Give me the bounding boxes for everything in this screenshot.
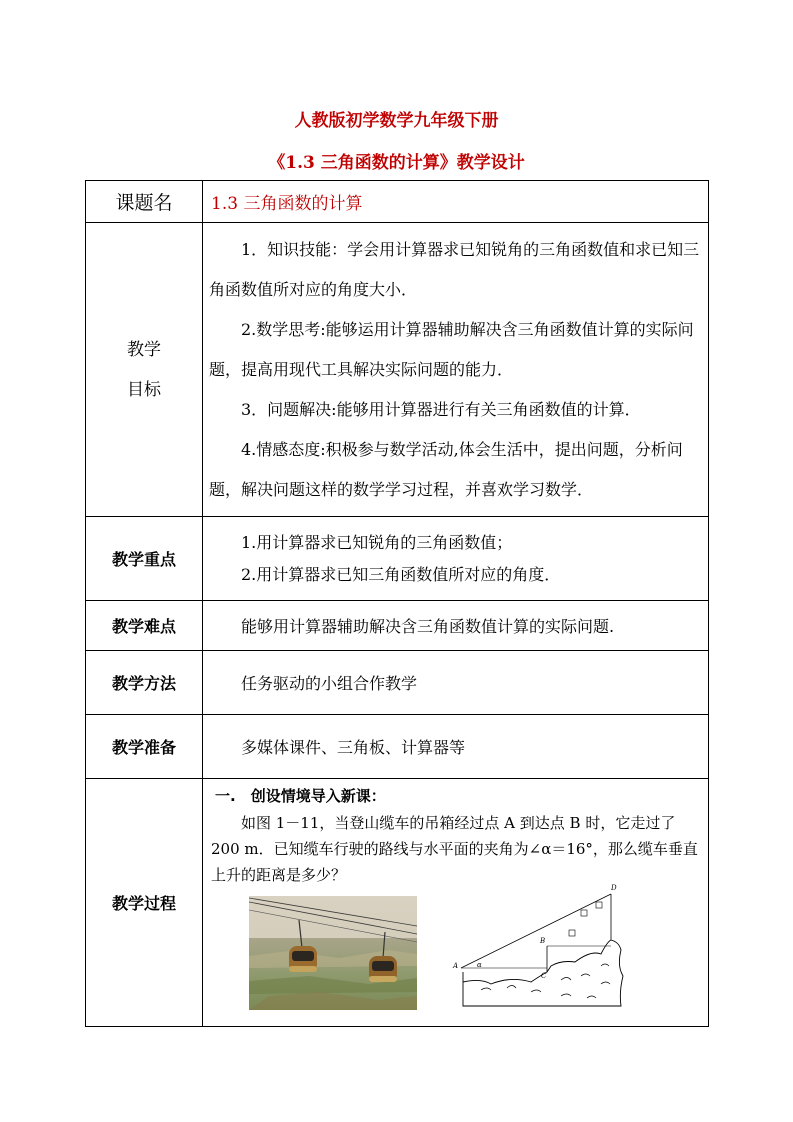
row-topic xyxy=(86,181,709,223)
row-goals xyxy=(86,223,709,517)
process-figures xyxy=(211,884,702,1014)
difficulties-value: 能够用计算器辅助解决含三角函数值计算的实际问题. xyxy=(203,601,709,651)
process-content xyxy=(203,779,709,1027)
goal-item: 4.情感态度:积极参与数学活动,体会生活中，提出问题，分析问题，解决问题这样的数学学习过程，并喜欢学习数学． xyxy=(209,439,683,499)
label-alpha: α xyxy=(477,961,482,969)
goals-content xyxy=(203,223,709,517)
topic-label: 课题名 xyxy=(86,181,203,223)
key-points-label: 教学重点 xyxy=(86,517,203,601)
goals-label-line2: 目标 xyxy=(127,379,161,400)
document-subtitle: 《1.3 三角函数的计算》教学设计 xyxy=(268,153,525,173)
label-b: B xyxy=(540,937,546,945)
process-paragraph: 如图 1－11，当登山缆车的吊箱经过点 A 到达点 B 时，它走过了 200 m．已知缆车行驶的路线与水平面的夹角为∠α＝16°，那么缆车垂直上升的距离是多少？ xyxy=(211,814,698,884)
process-section-heading: 一. 创设情境导入新课： xyxy=(215,787,386,805)
goal-item: 3．问题解决:能够用计算器进行有关三角函数值的计算． xyxy=(241,399,641,419)
row-process xyxy=(86,779,709,1027)
row-preparation xyxy=(86,715,709,779)
row-method xyxy=(86,651,709,715)
goal-item: 1．知识技能：学会用计算器求已知锐角的三角函数值和求已知三角函数值所对应的角度大小． xyxy=(209,239,700,299)
preparation-label: 教学准备 xyxy=(86,715,203,779)
key-point-item: 2.用计算器求已知三角函数值所对应的角度． xyxy=(241,564,561,584)
goals-label-line1: 教学 xyxy=(127,339,161,360)
difficulties-label: 教学难点 xyxy=(86,601,203,651)
topic-value: 1.3 三角函数的计算 xyxy=(203,181,709,223)
goal-item: 2.数学思考:能够运用计算器辅助解决含三角函数值计算的实际问题，提高用现代工具解决实际问题的能力． xyxy=(209,319,694,379)
preparation-value: 多媒体课件、三角板、计算器等 xyxy=(203,715,709,779)
goals-label xyxy=(86,223,203,517)
label-d: D xyxy=(611,884,617,892)
key-points-content xyxy=(203,517,709,601)
cable-car-photo xyxy=(249,896,417,1010)
key-point-item: 1.用计算器求已知锐角的三角函数值； xyxy=(241,532,513,552)
lesson-plan-table xyxy=(85,180,709,1027)
label-a: A xyxy=(453,962,459,970)
document-title: 人教版初学数学九年级下册 xyxy=(294,111,499,131)
label-c: C xyxy=(541,972,547,980)
slope-diagram xyxy=(451,880,627,1018)
process-label: 教学过程 xyxy=(86,779,203,1027)
method-label: 教学方法 xyxy=(86,651,203,715)
row-difficulties xyxy=(86,601,709,651)
row-key-points xyxy=(86,517,709,601)
method-value: 任务驱动的小组合作教学 xyxy=(203,651,709,715)
